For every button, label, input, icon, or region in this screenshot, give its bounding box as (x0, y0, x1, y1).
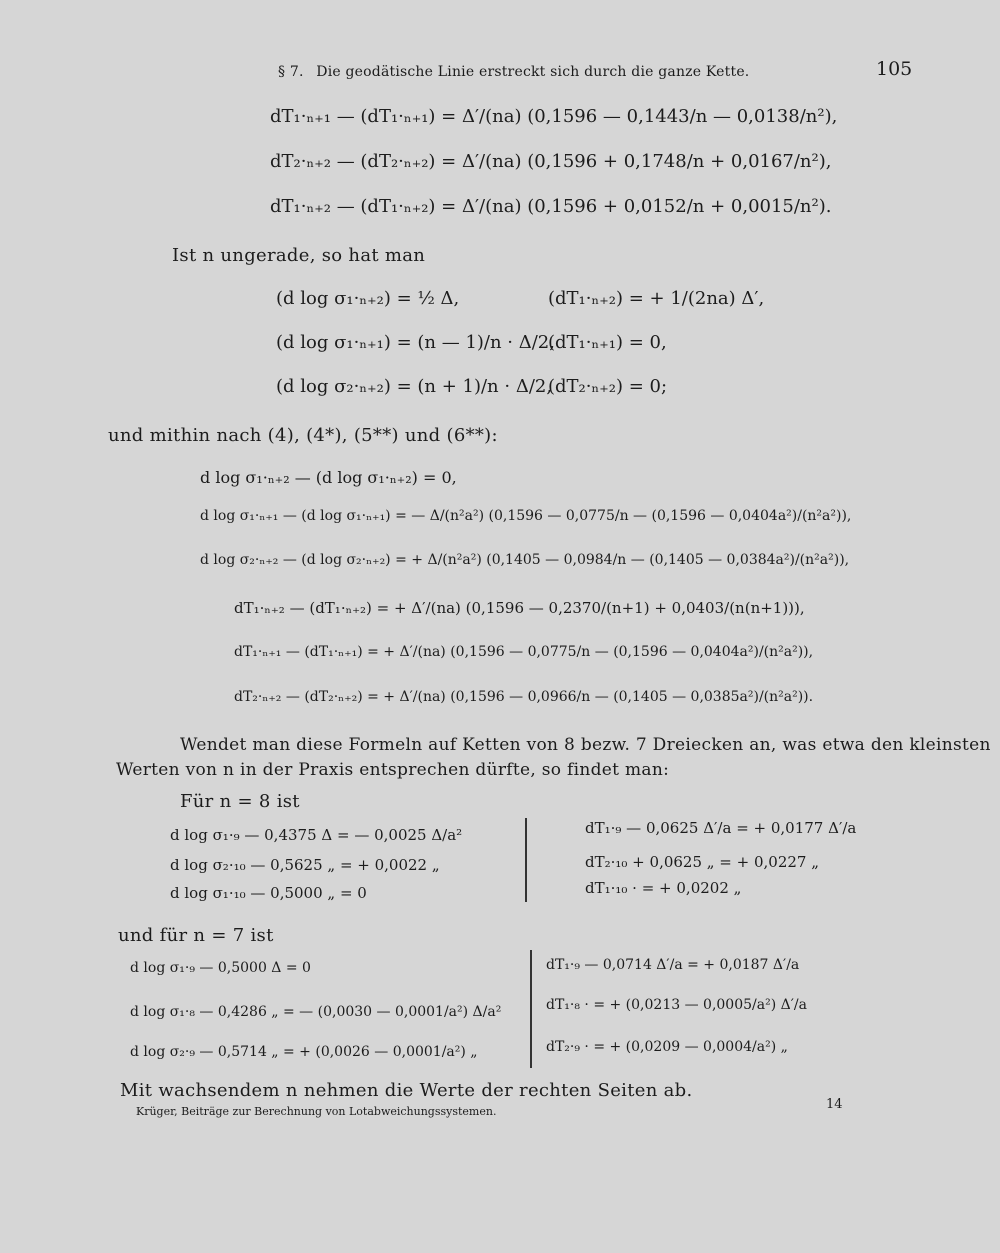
column-divider (525, 818, 527, 902)
equation-line: d log σ₁·₁₀ — 0,5000 „ = 0 (170, 884, 367, 902)
page-number: 105 (876, 58, 913, 80)
equation-line: dT₁·₉ — 0,0625 Δ′/a = + 0,0177 Δ′/a (585, 819, 857, 837)
equation-line: dT₂·₉ · = + (0,0209 — 0,0004/a²) „ (546, 1039, 788, 1055)
equation-line: dT₂·ₙ₊₂ — (dT₂·ₙ₊₂) = Δ′/(na) (0,1596 + 0,1748/n + 0,0167/n²), (270, 151, 832, 172)
paragraph-text: Mit wachsendem n nehmen die Werte der rechten Seiten ab. (120, 1080, 693, 1101)
equation-line: dT₁·ₙ₊₂ — (dT₁·ₙ₊₂) = Δ′/(na) (0,1596 + 0,0152/n + 0,0015/n²). (270, 196, 832, 217)
equation-line: dT₁·ₙ₊₂ — (dT₁·ₙ₊₂) = + Δ′/(na) (0,1596 — 0,2370/(n+1) + 0,0403/(n(n+1))), (234, 599, 805, 617)
equation-line: dT₁·ₙ₊₁ — (dT₁·ₙ₊₁) = + Δ′/(na) (0,1596 — 0,0775/n — (0,1596 — 0,0404a²)/(n²a²)), (234, 644, 814, 660)
equation-line: (d log σ₁·ₙ₊₂) = ½ Δ, (276, 288, 460, 309)
equation-line: (dT₂·ₙ₊₂) = 0; (548, 376, 668, 397)
equation-line: d log σ₁·₈ — 0,4286 „ = — (0,0030 — 0,0001/a²) Δ/a² (130, 1004, 502, 1020)
equation-line: d log σ₁·ₙ₊₂ — (d log σ₁·ₙ₊₂) = 0, (200, 468, 457, 487)
paragraph-text: Wendet man diese Formeln auf Ketten von 8 bezw. 7 Dreiecken an, was etwa den kleinsten (180, 735, 991, 755)
paragraph-text: und mithin nach (4), (4*), (5**) und (6**): (108, 425, 498, 446)
equation-line: d log σ₂·₁₀ — 0,5625 „ = + 0,0022 „ (170, 856, 440, 874)
case-label: und für n = 7 ist (118, 925, 274, 946)
equation-line: d log σ₁·ₙ₊₁ — (d log σ₁·ₙ₊₁) = — Δ/(n²a²) (0,1596 — 0,0775/n — (0,1596 — 0,0404a²)/(n²a²)), (200, 508, 852, 524)
footer-imprint: Krüger, Beiträge zur Berechnung von Lotabweichungssystemen. (136, 1105, 497, 1118)
equation-line: d log σ₁·₉ — 0,4375 Δ = — 0,0025 Δ/a² (170, 826, 463, 844)
equation-line: dT₁·₉ — 0,0714 Δ′/a = + 0,0187 Δ′/a (546, 957, 800, 973)
running-header (278, 64, 749, 80)
signature-mark: 14 (826, 1097, 843, 1112)
paragraph-text: Ist n ungerade, so hat man (172, 245, 426, 266)
equation-line: dT₂·₁₀ + 0,0625 „ = + 0,0227 „ (585, 853, 820, 871)
equation-line: dT₁·ₙ₊₁ — (dT₁·ₙ₊₁) = Δ′/(na) (0,1596 — 0,1443/n — 0,0138/n²), (270, 106, 838, 127)
equation-line: (dT₁·ₙ₊₂) = + 1/(2na) Δ′, (548, 288, 765, 309)
equation-line: dT₁·₈ · = + (0,0213 — 0,0005/a²) Δ′/a (546, 997, 807, 1013)
equation-line: d log σ₂·ₙ₊₂ — (d log σ₂·ₙ₊₂) = + Δ/(n²a²) (0,1405 — 0,0984/n — (0,1405 — 0,0384a²)/(n²a²)), (200, 552, 850, 568)
equation-line: d log σ₁·₉ — 0,5000 Δ = 0 (130, 960, 311, 976)
header-title: Die geodätische Linie erstreckt sich durch die ganze Kette. (316, 64, 750, 80)
equation-line: (d log σ₂·ₙ₊₂) = (n + 1)/n · Δ/2, (276, 376, 553, 397)
equation-line: (d log σ₁·ₙ₊₁) = (n — 1)/n · Δ/2, (276, 332, 555, 353)
section-number: § 7. (278, 64, 304, 80)
paragraph-text: Werten von n in der Praxis entsprechen dürfte, so findet man: (116, 760, 670, 780)
equation-line: dT₁·₁₀ · = + 0,0202 „ (585, 879, 742, 897)
equation-line: (dT₁·ₙ₊₁) = 0, (548, 332, 667, 353)
column-divider (530, 950, 532, 1068)
equation-line: dT₂·ₙ₊₂ — (dT₂·ₙ₊₂) = + Δ′/(na) (0,1596 — 0,0966/n — (0,1405 — 0,0385a²)/(n²a²)). (234, 689, 814, 705)
equation-line: d log σ₂·₉ — 0,5714 „ = + (0,0026 — 0,0001/a²) „ (130, 1044, 478, 1060)
case-label: Für n = 8 ist (180, 791, 300, 812)
